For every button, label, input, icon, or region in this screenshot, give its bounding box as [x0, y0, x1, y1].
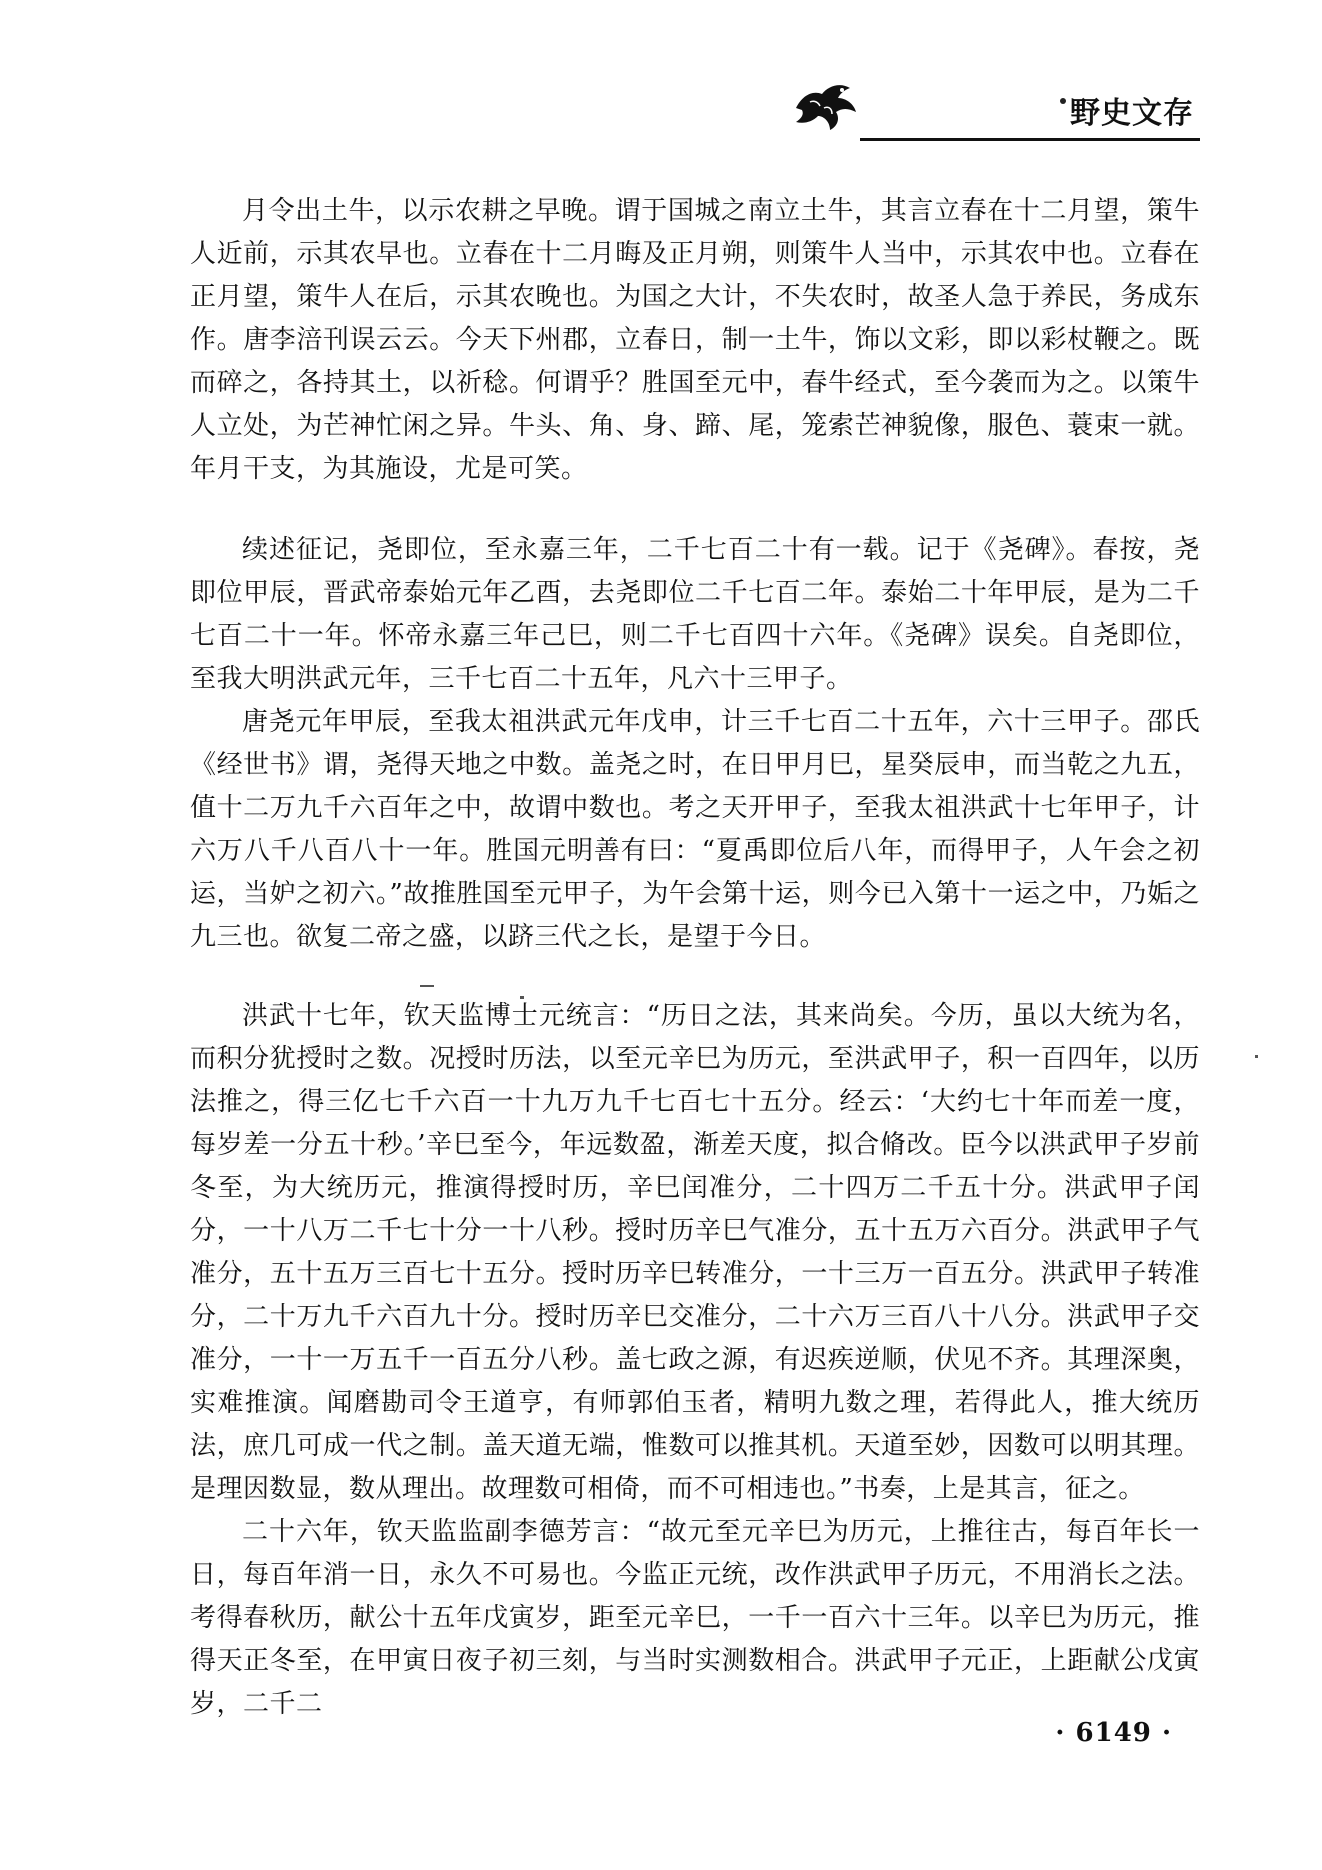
- section-gap: [190, 959, 1200, 995]
- body-text: [190, 190, 1200, 1726]
- header-rule: [860, 138, 1200, 141]
- scan-speck: [420, 985, 434, 987]
- paragraph-3: 唐尧元年甲辰，至我太祖洪武元年戊申，计三千七百二十五年，六十三甲子。邵氏《经世书》谓，尧得天地之中数。盖尧之时，在日甲月巳，星癸辰申，而当乾之九五，值十二万九千六百年之中，故谓中数也。考之天开甲子，至我太祖洪武十七年甲子，计六万八千八百八十一年。胜国元明善有曰：“夏禹即位后八年，而得甲子，人午会之初运，当妒之初六。”故推胜国至元甲子，为午会第十运，则今已入第十一运之中，乃姤之九三也。欲复二帝之盛，以跻三代之长，是望于今日。: [190, 707, 1200, 952]
- paragraph-4: 洪武十七年，钦天监博士元统言：“历日之法，其来尚矣。今历，虽以大统为名，而积分犹授时之数。况授时历法，以至元辛巳为历元，至洪武甲子，积一百四年，以历法推之，得三亿七千六百一十九万九千七百七十五分。经云：‘大约七十年而差一度，每岁差一分五十秒。’辛巳至今，年远数盈，渐差天度，拟合脩改。臣今以洪武甲子岁前冬至，为大统历元，推演得授时历，辛巳闰准分，二十四万二千五十分。洪武甲子闰分，一十八万二千七十分一十八秒。授时历辛巳气准分，五十五万六百分。洪武甲子气准分，五十五万三百七十五分。授时历辛巳转准分，一十三万一百五分。洪武甲子转准分，二十万九千六百九十分。授时历辛巳交准分，二十六万三百八十八分。洪武甲子交准分，一十一万五千一百五分八秒。盖七政之源，有迟疾逆顺，伏见不齐。其理深奥，实难推演。闻磨勘司令王道亨，有师郭伯玉者，精明九数之理，若得此人，推大统历法，庶几可成一代之制。盖天道无端，惟数可以推其机。天道至妙，因数可以明其理。是理因数显，数从理出。故理数可相倚，而不可相违也。”书奏，上是其言，征之。: [190, 1001, 1200, 1504]
- scan-speck: [1255, 1055, 1258, 1058]
- header-dot: [1060, 98, 1066, 104]
- paragraph-5: 二十六年，钦天监监副李德芳言：“故元至元辛巳为历元，上推往古，每百年长一日，每百年消一日，永久不可易也。今监正元统，改作洪武甲子历元，不用消长之法。考得春秋历，献公十五年戊寅岁，距至元辛巳，一千一百六十三年。以辛巳为历元，推得天正冬至，在甲寅日夜子初三刻，与当时实测数相合。洪武甲子元正，上距献公戊寅岁，二千二: [190, 1517, 1200, 1719]
- dragon-emblem-icon: [790, 78, 860, 134]
- section-gap: [190, 491, 1200, 529]
- scan-speck: [520, 996, 524, 999]
- paragraph-2: 续述征记，尧即位，至永嘉三年，二千七百二十有一载。记于《尧碑》。春按，尧即位甲辰，晋武帝泰始元年乙酉，去尧即位二千七百二年。泰始二十年甲辰，是为二千七百二十一年。怀帝永嘉三年己巳，则二千七百四十六年。《尧碑》误矣。自尧即位，至我大明洪武元年，三千七百二十五年，凡六十三甲子。: [190, 535, 1200, 694]
- page-number: · 6149 ·: [1055, 1718, 1172, 1748]
- header-title: 野史文存: [1070, 96, 1194, 131]
- running-header: [790, 70, 1200, 142]
- paragraph-1: 月令出土牛，以示农耕之早晚。谓于国城之南立土牛，其言立春在十二月望，策牛人近前，示其农早也。立春在十二月晦及正月朔，则策牛人当中，示其农中也。立春在正月望，策牛人在后，示其农晚也。为国之大计，不失农时，故圣人急于养民，务成东作。唐李涪刊误云云。今天下州郡，立春日，制一土牛，饰以文彩，即以彩杖鞭之。既而碎之，各持其土，以祈稔。何谓乎？胜国至元中，春牛经式，至今袭而为之。以策牛人立处，为芒神忙闲之异。牛头、角、身、蹄、尾，笼索芒神貌像，服色、蓑束一就。年月干支，为其施设，尤是可笑。: [190, 196, 1200, 484]
